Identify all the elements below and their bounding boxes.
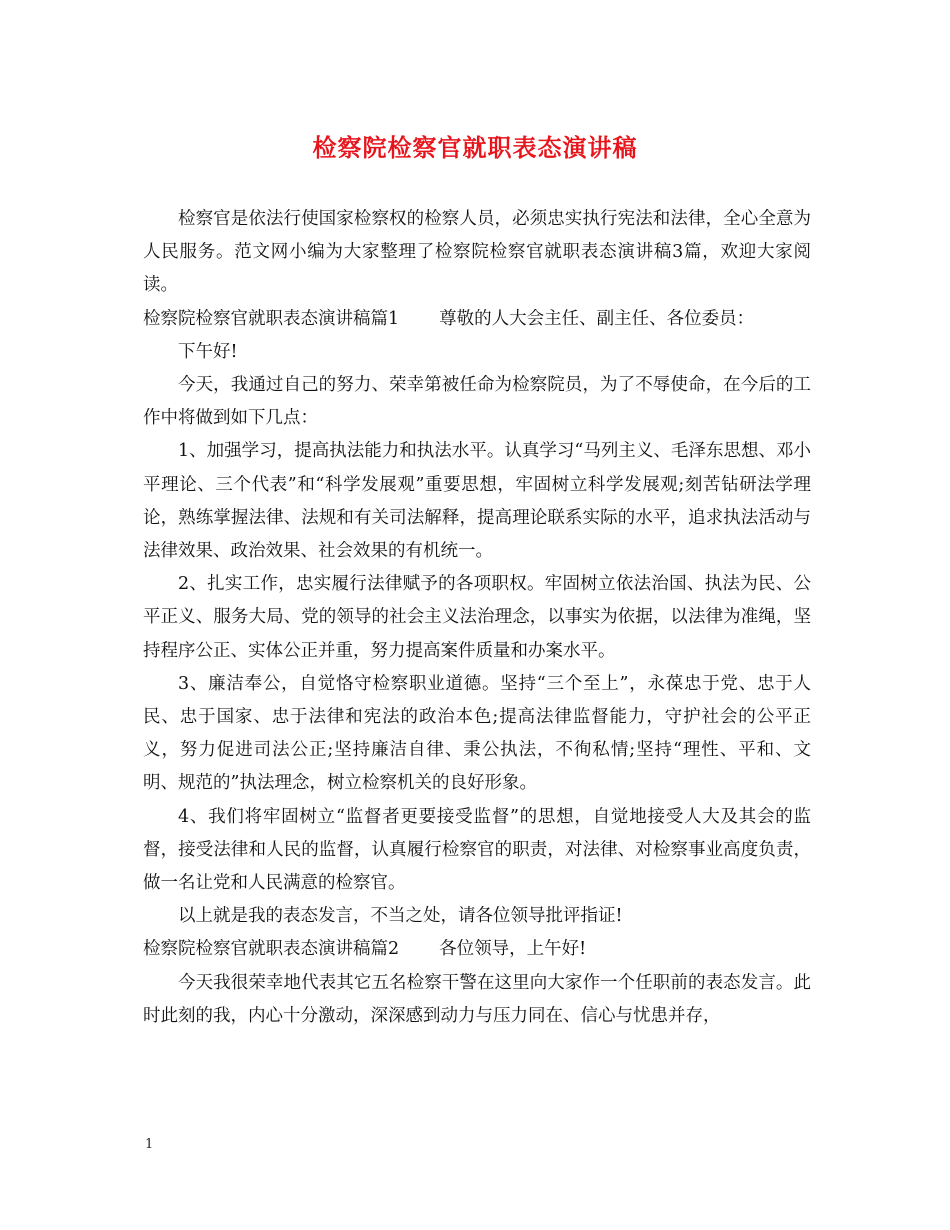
section-1-salutation: 尊敬的人大会主任、副主任、各位委员： bbox=[439, 308, 755, 329]
page-number: 1 bbox=[145, 1137, 154, 1152]
section-1-closing: 以上就是我的表态发言，不当之处，请各位领导批评指证! bbox=[178, 906, 623, 927]
section-1-greeting: 下午好! bbox=[178, 341, 238, 362]
section-2-heading-line bbox=[143, 933, 811, 966]
document-body bbox=[143, 203, 811, 1033]
section-1-paragraph: 4、我们将牢固树立“监督者更要接受监督”的思想，自觉地接受人大及其会的监督，接受法律和人民的监督，认真履行检察官的职责，对法律、对检察事业高度负责，做一名让党和人民满意的检察官。 bbox=[143, 806, 811, 894]
section-1-paragraph: 2、扎实工作，忠实履行法律赋予的各项职权。牢固树立依法治国、执法为民、公平正义、服务大局、党的领导的社会主义法治理念，以事实为依据，以法律为准绳，坚持程序公正、实体公正并重，努力提高案件质量和办案水平。 bbox=[143, 574, 811, 661]
document-title: 检察院检察官就职表态演讲稿 bbox=[312, 133, 638, 162]
section-1-paragraph: 1、加强学习，提高执法能力和执法水平。认真学习“马列主义、毛泽东思想、邓小平理论、三个代表”和“科学发展观”重要思想，牢固树立科学发展观;刻苦钻研法学理论，熟练掌握法律、法规和有关司法解释，提高理论联系实际的水平，追求执法活动与法律效果、政治效果、社会效果的有机统一。 bbox=[143, 441, 811, 562]
section-1-paragraph: 3、廉洁奉公，自觉恪守检察职业道德。坚持“三个至上”，永葆忠于党、忠于人民、忠于国家、忠于法律和宪法的政治本色;提高法律监督能力，守护社会的公平正义，努力促进司法公正;坚持廉洁自律、秉公执法，不徇私情;坚持“理性、平和、文明、规范的”执法理念，树立检察机关的良好形象。 bbox=[143, 673, 811, 794]
section-1-heading: 检察院检察官就职表态演讲稿篇1 bbox=[143, 308, 400, 329]
intro-paragraph: 检察官是依法行使国家检察权的检察人员，必须忠实执行宪法和法律，全心全意为人民服务。范文网小编为大家整理了检察院检察官就职表态演讲稿3篇，欢迎大家阅读。 bbox=[143, 209, 811, 296]
section-1-paragraph: 今天，我通过自己的努力、荣幸第被任命为检察院员，为了不辱使命，在今后的工作中将做到如下几点： bbox=[143, 375, 811, 429]
section-2-heading: 检察院检察官就职表态演讲稿篇2 bbox=[143, 939, 400, 960]
section-1-heading-line bbox=[143, 303, 811, 336]
section-2-paragraph: 今天我很荣幸地代表其它五名检察干警在这里向大家作一个任职前的表态发言。此时此刻的我，内心十分激动，深深感到动力与压力同在、信心与忧患并存， bbox=[143, 972, 811, 1026]
section-2-salutation: 各位领导，上午好! bbox=[439, 939, 587, 960]
